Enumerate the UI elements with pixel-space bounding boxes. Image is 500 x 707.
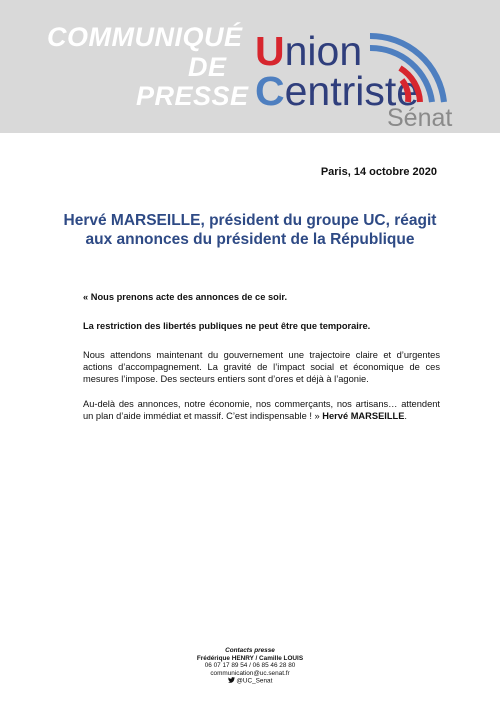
- press-label-line3: PRESSE: [136, 81, 249, 111]
- logo-senat: Sénat: [387, 104, 453, 132]
- contacts-phones: 06 07 17 89 54 / 06 85 46 28 80: [204, 662, 296, 670]
- logo-line-union: [255, 28, 363, 74]
- contacts-twitter-handle: @UC_Senat: [236, 677, 273, 685]
- press-header: [0, 0, 500, 133]
- logo-letter-u: U: [255, 28, 285, 74]
- paragraph-4-end: .: [404, 411, 408, 421]
- twitter-bird-icon: [228, 677, 235, 683]
- title-line-2: aux annonces du président de la République: [85, 231, 415, 248]
- paragraph-1: « Nous prenons acte des annonces de ce soir.: [83, 292, 288, 302]
- paragraph-3: Nous attendons maintenant du gouvernement une trajectoire claire et d’urgentes actions d’accompagnement. La gravité de l’impact social et économique de ces mesures l’impose. Des secteurs entiers sont d’ores et déjà à l’agonie.: [83, 350, 440, 384]
- press-label-line2: DE: [188, 52, 227, 82]
- paragraph-4-text: Au-delà des annonces, notre économie, nos commerçants, nos artisans… attendent un plan d’aide immédiat et massif. C’est indispensable ! »: [83, 399, 440, 421]
- contacts-names: Frédérique HENRY / Camille LOUIS: [196, 654, 304, 662]
- paragraph-4: [83, 398, 440, 422]
- logo-word-entriste: entriste: [284, 68, 420, 114]
- press-contacts: [150, 647, 350, 685]
- contacts-email[interactable]: communication@uc.senat.fr: [210, 669, 290, 677]
- logo-word-nion: nion: [284, 28, 363, 74]
- press-release-title: [40, 211, 460, 249]
- press-label-line1: COMMUNIQUÉ: [47, 22, 243, 52]
- logo-letter-c: C: [255, 68, 285, 114]
- paragraph-2: La restriction des libertés publiques ne peut être que temporaire.: [83, 321, 371, 331]
- press-release-date: Paris, 14 octobre 2020: [320, 166, 437, 178]
- contacts-title: Contacts presse: [225, 647, 275, 654]
- hemicycle-arcs-icon: [362, 28, 448, 108]
- quote-signature: Hervé MARSEILLE: [322, 411, 405, 421]
- title-line-1: Hervé MARSEILLE, président du groupe UC, réagit: [63, 212, 437, 229]
- contacts-twitter[interactable]: [150, 677, 350, 685]
